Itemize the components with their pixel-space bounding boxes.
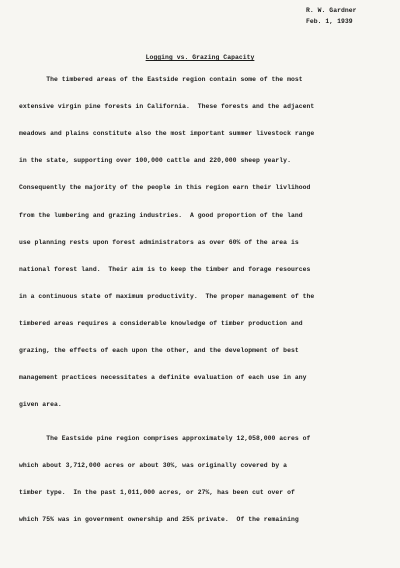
text-line: meadows and plains constitute also the most important summer livestock range: [19, 130, 315, 137]
text-line: timbered areas requires a considerable knowledge of timber production and: [19, 320, 303, 327]
document-date: Feb. 1, 1939: [306, 18, 353, 25]
text-line: in a continuous state of maximum productivity. The proper management of the: [19, 293, 315, 300]
text-line: which 75% was in government ownership and 25% private. Of the remaining: [19, 516, 299, 523]
text-line: from the lumbering and grazing industries. A good proportion of the land: [19, 212, 303, 219]
text-line: The timbered areas of the Eastside region contain some of the most: [19, 76, 303, 83]
text-line: in the state, supporting over 100,000 cattle and 220,000 sheep yearly.: [19, 157, 291, 164]
text-line: grazing, the effects of each upon the other, and the development of best: [19, 347, 299, 354]
text-line: Consequently the majority of the people in this region earn their livlihood: [19, 184, 311, 191]
text-line: extensive virgin pine forests in California. These forests and the adjacent: [19, 103, 315, 110]
text-line: which about 3,712,000 acres or about 30%, was originally covered by a: [19, 462, 288, 469]
document-title: Logging vs. Grazing Capacity: [145, 54, 255, 61]
text-line: given area.: [19, 401, 62, 408]
document-header: [306, 5, 357, 27]
text-line: The Eastside pine region comprises approximately 12,058,000 acres of: [19, 435, 311, 442]
text-line: timber type. In the past 1,011,000 acres, or 27%, has been cut over of: [19, 489, 295, 496]
author-name: R. W. Gardner: [306, 7, 357, 14]
text-line: management practices necessitates a definite evaluation of each use in any: [19, 374, 307, 381]
text-line: national forest land. Their aim is to keep the timber and forage resources: [19, 266, 311, 273]
text-line: use planning rests upon forest administrators as over 60% of the area is: [19, 239, 299, 246]
